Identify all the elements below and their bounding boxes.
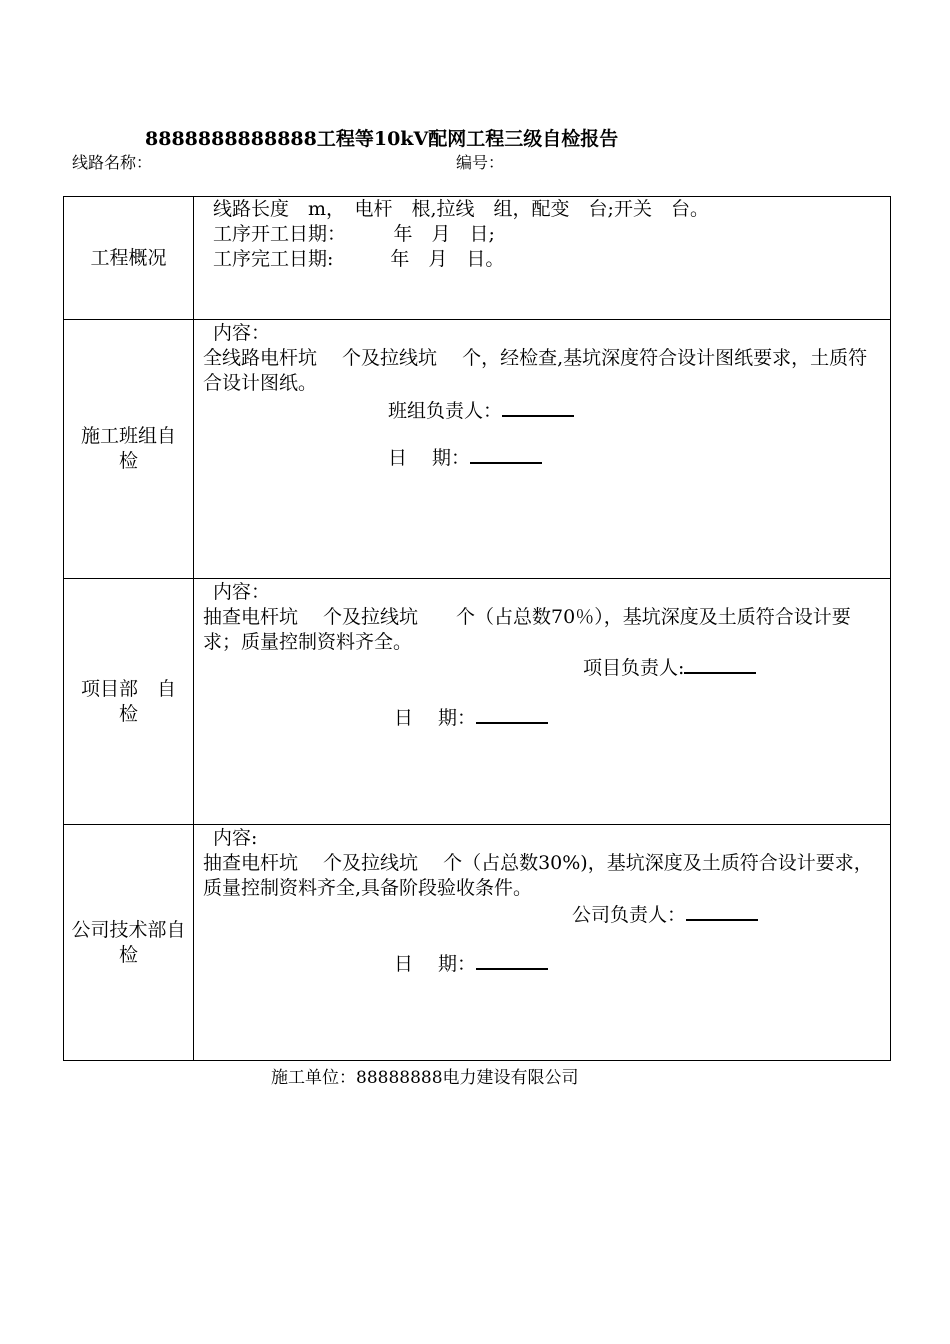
team-responsible-signature-line	[502, 397, 574, 417]
self-inspection-table	[63, 196, 891, 1061]
company-content-text: 抽查电杆坑 个及拉线坑 个（占总数30%)，基坑深度及土质符合设计要求，质量控制资料齐全,具备阶段验收条件。	[203, 852, 873, 899]
team-responsible	[388, 397, 574, 424]
company-content-title: 内容:	[213, 827, 258, 849]
company-responsible-label: 公司负责人：	[572, 904, 687, 926]
project-row	[64, 579, 891, 825]
construction-unit: 施工单位：88888888电力建设有限公司	[271, 1068, 579, 1088]
overview-content	[194, 197, 891, 320]
company-responsible	[572, 901, 758, 928]
overview-line-length: 线路长度 m， 电杆 根,拉线 组，配变 台;开关 台。	[213, 198, 709, 220]
overview-end-date: 工序完工日期: 年 月 日。	[213, 248, 505, 270]
number-label: 编号：	[456, 153, 505, 172]
team-label: 施工班组自检	[64, 320, 194, 579]
overview-start-date: 工序开工日期： 年 月 日;	[213, 223, 495, 245]
project-content	[194, 579, 891, 825]
team-row	[64, 320, 891, 579]
company-content	[194, 825, 891, 1061]
project-date	[394, 704, 548, 731]
company-date-label: 日 期：	[394, 953, 477, 975]
team-content	[194, 320, 891, 579]
team-content-text: 全线路电杆坑 个及拉线坑 个，经检查,基坑深度符合设计图纸要求，土质符合设计图纸。	[203, 347, 868, 394]
company-date-line	[476, 950, 548, 970]
project-responsible-signature-line	[684, 654, 756, 674]
project-label: 项目部 自检	[64, 579, 194, 825]
company-responsible-signature-line	[686, 901, 758, 921]
team-responsible-label: 班组负责人：	[388, 400, 503, 422]
project-responsible	[583, 654, 756, 681]
team-content-title: 内容：	[213, 322, 271, 344]
line-name-label: 线路名称：	[72, 153, 153, 172]
team-date	[388, 444, 542, 471]
overview-label: 工程概况	[64, 197, 194, 320]
project-content-text: 抽查电杆坑 个及拉线坑 个（占总数70％），基坑深度及土质符合设计要求；质量控制资料齐全。	[203, 606, 851, 653]
overview-row	[64, 197, 891, 320]
company-label: 公司技术部自检	[64, 825, 194, 1061]
project-date-line	[476, 704, 548, 724]
company-row	[64, 825, 891, 1061]
team-date-line	[470, 444, 542, 464]
project-responsible-label: 项目负责人:	[583, 657, 685, 679]
team-date-label: 日 期：	[388, 447, 471, 469]
report-title: 8888888888888工程等10kV配网工程三级自检报告	[145, 128, 619, 150]
project-date-label: 日 期：	[394, 707, 477, 729]
project-content-title: 内容：	[213, 581, 271, 603]
company-date	[394, 950, 548, 977]
